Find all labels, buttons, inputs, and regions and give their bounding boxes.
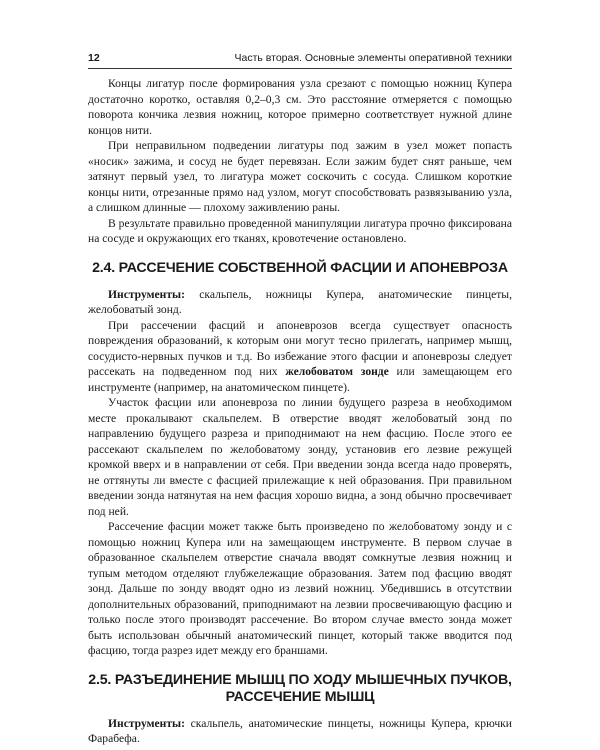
instruments-list: скальпель, ножницы Купера, анатомические пинцеты, желобоватый зонд. (88, 287, 512, 316)
instruments-label: Инструменты: (108, 716, 185, 730)
running-head: Часть вторая. Основные элементы оперативной техники (234, 52, 512, 64)
page-body (88, 76, 512, 747)
section-heading-2-5 (88, 672, 512, 706)
instruments-label: Инструменты: (108, 287, 185, 301)
paragraph-text: или замещающем его инструменте (например, на анатомическом пинцете). (88, 365, 513, 394)
paragraph-fascia-danger (88, 318, 512, 396)
heading-line: РАССЕЧЕНИЕ МЫШЦ (225, 688, 375, 705)
paragraph-ligature-errors: При неправильном подведении лигатуры под зажим в узел может попасть «носик» зажима, и сосуд не будет перевязан. Если зажим будет снят раньше, чем затянут первый узел, то лигатура может соскочить с сосуда. Слишком короткие концы нити, отрезанные прямо над узлом, могут способствовать развязыванию узла, а слишком длинные — плохому заживлению раны. (88, 139, 512, 214)
paragraph-fascia-scissors: Рассечение фасции может также быть произведено по желобоватому зонду и с помощью ножниц Купера или на замещающем инструменте. В первом случае в образованное скальпелем отверстие сначала вводят сомкнутые лезвия ножниц и тупым методом отделяют глубжележащие образования. Затем под фасцию вводят зонд. Дальше по зонду вводят одно из лезвий ножниц. Убедившись в отсутствии дополнительных образований, приподнимают на лезвии просвечивающую фасцию и только после этого производят рассечение. Во втором случае вместо зонда может быть использован обычный анатомический пинцет, который также вводится под фасцию, тогда разрез идет между его браншами. (88, 520, 512, 657)
heading-line: 2.5. РАЗЪЕДИНЕНИЕ МЫШЦ ПО ХОДУ МЫШЕЧНЫХ ПУЧКОВ, (88, 671, 512, 688)
instruments-paragraph-2-4 (88, 287, 512, 318)
instruments-list: скальпель, анатомические пинцеты, ножницы Купера, крючки Фарабефа. (88, 716, 512, 745)
instruments-paragraph-2-5 (88, 716, 512, 747)
page-header (88, 50, 512, 69)
paragraph-text: При рассечении фасций и апоневрозов всегда существует опасность повреждения образований, к которым они могут тесно прилегать, например мышц, сосудисто-нервных пучков и т.д. Во избежание этого фасции и апоневрозы следует рассекать на подведенном под них (88, 318, 512, 378)
paragraph-fascia-incision: Участок фасции или апоневроза по линии будущего разреза в необходимом месте прокалывают скальпелем. В отверстие вводят желобоватый зонд по направлению будущего разреза и приподнимают на нем фасцию. После этого ее рассекают скальпелем по желобоватому зонду, установив его лезвие режущей кромкой вверх и в направлении от себя. При введении зонда всегда надо проверять, не оттянуты ли вместе с фасцией прилежащие к ней образования. При правильном введении зонда натянутая на нем фасция хорошо видна, а зонд обычно просвечивает под ней. (88, 396, 512, 518)
paragraph-ligature-result: В результате правильно проведенной манипуляции лигатура прочно фиксирована на сосуде и окружающих его тканях, кровотечение остановлено. (88, 216, 512, 245)
section-heading-2-4: 2.4. РАССЕЧЕНИЕ СОБСТВЕННОЙ ФАСЦИИ И АПОНЕВРОЗА (92, 259, 508, 276)
paragraph-ligature-ends: Концы лигатур после формирования узла срезают с помощью ножниц Купера достаточно коротко, оставляя 0,2–0,3 см. Это расстояние отмеряется с помощью поворота кончика лезвия ножниц, которое примерно соответствует нужной длине концов нити. (88, 77, 512, 137)
bold-term-probe: желобоватом зонде (285, 365, 389, 378)
page-number: 12 (88, 52, 100, 64)
